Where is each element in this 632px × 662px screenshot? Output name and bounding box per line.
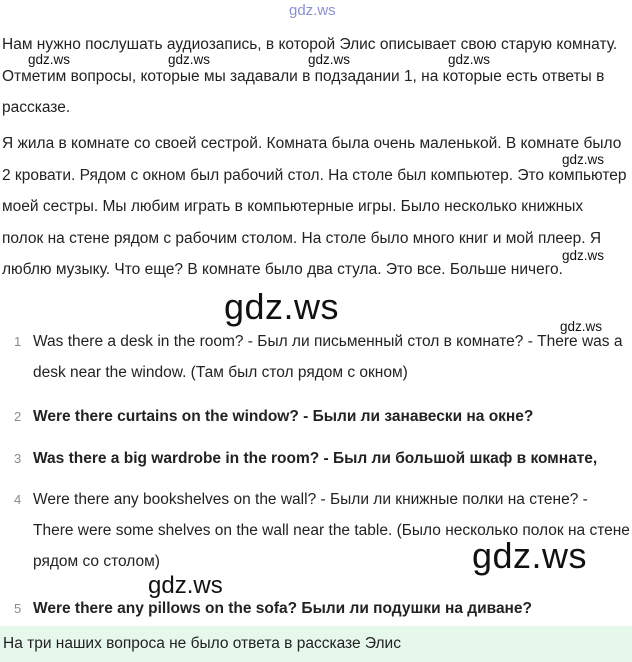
item-text: Were there curtains on the window? - Были ли занавески на окне?	[33, 408, 534, 425]
watermark-small: gdz.ws	[28, 52, 71, 67]
item-number: 2	[14, 409, 22, 424]
intro-paragraph: Нам нужно послушать аудиозапись, в которой Элис описывает свою старую комнату. Отметим вопросы, которые мы задавали в подзадании 1, на которые есть ответы в рассказе.	[2, 36, 618, 116]
conclusion-banner	[0, 626, 632, 662]
item-number: 3	[14, 451, 22, 466]
watermark-small: gdz.ws	[168, 52, 211, 67]
item-number: 4	[14, 492, 22, 507]
watermark-small: gdz.ws	[560, 319, 603, 334]
watermark-medium: gdz.ws	[148, 572, 223, 599]
story-paragraph: Я жила в комнате со своей сестрой. Комната была очень маленькой. В комнате было 2 кровати. Рядом с окном был рабочий стол. На столе был компьютер. Это компьютер моей сестры. Мы любим играть в компьютерные игры. Было несколько книжных полок на стене рядом с рабочим столом. На столе было много книг и мой плеер. Я люблю музыку. Что еще? В комнате было два стула. Это все. Больше ничего.	[2, 135, 627, 278]
watermark-small: gdz.ws	[308, 52, 351, 67]
watermark-small: gdz.ws	[562, 152, 605, 167]
watermark-top: gdz.ws	[289, 2, 336, 19]
conclusion-text: На три наших вопроса не было ответа в рассказе Элис	[3, 635, 401, 652]
watermark-small: gdz.ws	[448, 52, 491, 67]
watermark-large: gdz.ws	[224, 286, 340, 327]
item-number: 1	[14, 334, 22, 349]
item-number: 5	[14, 601, 22, 616]
item-text: Was there a big wardrobe in the room? - Был ли большой шкаф в комнате,	[33, 450, 598, 467]
item-text: Were there any bookshelves on the wall? - Были ли книжные полки на стене? - There were some shelves on the wall near the table. (Было несколько полок на стене рядом со столом)	[33, 491, 630, 570]
item-text: Was there a desk in the room? - Был ли письменный стол в комнате? - There was a desk near the window. (Там был стол рядом с окном)	[33, 333, 623, 381]
watermark-small: gdz.ws	[562, 248, 605, 263]
item-text: Were there any pillows on the sofa? Были ли подушки на диване?	[33, 600, 533, 617]
watermark-large: gdz.ws	[472, 535, 588, 576]
